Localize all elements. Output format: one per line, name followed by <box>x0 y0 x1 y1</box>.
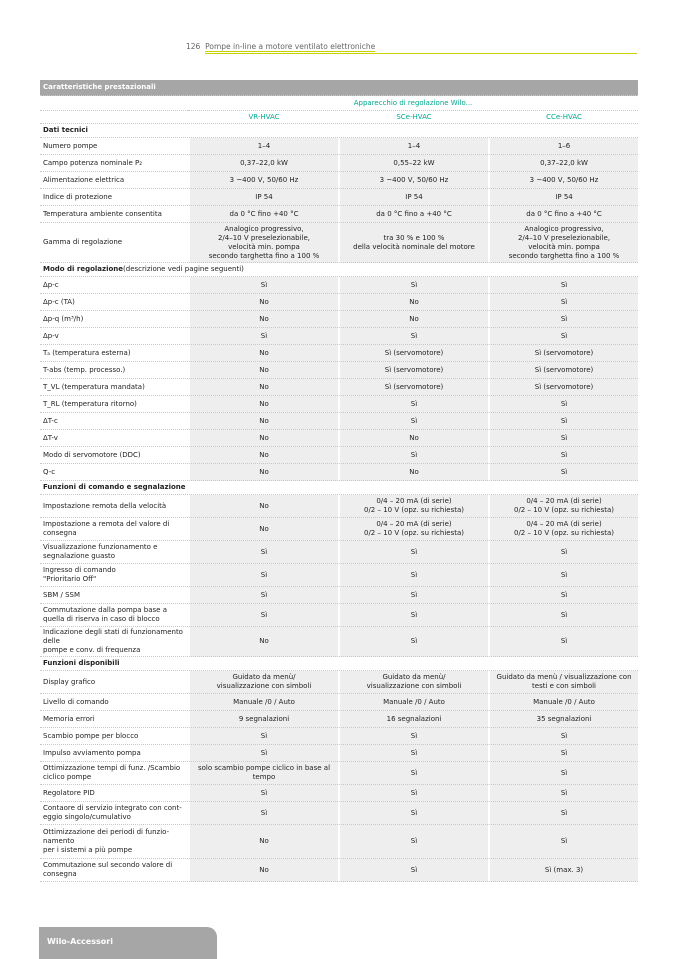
value-cell: tra 30 % e 100 % della velocità nominale del motore <box>338 223 488 263</box>
table-row <box>40 328 638 345</box>
value-cell: Sì <box>338 447 488 464</box>
table-row <box>40 206 638 223</box>
value-cell: IP 54 <box>188 189 338 206</box>
row-label: Scambio pompe per blocco <box>40 728 188 745</box>
column-header-sce-hvac: SCe-HVAC <box>338 111 488 124</box>
value-cell: No <box>188 464 338 481</box>
row-label: Δp-q (m³/h) <box>40 311 188 328</box>
section-title <box>40 124 638 138</box>
value-cell: IP 54 <box>338 189 488 206</box>
value-cell: 0/4 – 20 mA (di serie) 0/2 – 10 V (opz. su richiesta) <box>338 495 488 518</box>
value-cell: Sì <box>488 587 638 604</box>
table-row <box>40 277 638 294</box>
blank-cell <box>40 96 188 111</box>
row-label: Impostazione a remota del valore di consegna <box>40 518 188 541</box>
row-label: SBM / SSM <box>40 587 188 604</box>
table-row <box>40 396 638 413</box>
value-cell: 1–6 <box>488 138 638 155</box>
value-cell: No <box>188 430 338 447</box>
value-cell: Sì <box>338 745 488 762</box>
section-header-row <box>40 124 638 138</box>
table-row <box>40 711 638 728</box>
row-label: Livello di comando <box>40 694 188 711</box>
table-row <box>40 564 638 587</box>
value-cell: Sì <box>488 728 638 745</box>
value-cell: Sì <box>488 745 638 762</box>
row-label: T-abs (temp. processo.) <box>40 362 188 379</box>
value-cell: Sì <box>188 277 338 294</box>
performance-specs-table <box>40 80 638 882</box>
value-cell: Sì <box>338 564 488 587</box>
table-row <box>40 604 638 627</box>
value-cell: 0/4 – 20 mA (di serie) 0/2 – 10 V (opz. su richiesta) <box>488 518 638 541</box>
value-cell: Sì <box>338 859 488 882</box>
value-cell: 0/4 – 20 mA (di serie) 0/2 – 10 V (opz. su richiesta) <box>488 495 638 518</box>
value-cell: Sì <box>338 587 488 604</box>
section-title-note: (descrizione vedi pagine seguenti) <box>123 265 244 273</box>
table-row <box>40 189 638 206</box>
value-cell: Sì <box>338 627 488 657</box>
value-cell: IP 54 <box>488 189 638 206</box>
value-cell: Sì <box>488 396 638 413</box>
value-cell: Sì <box>338 762 488 785</box>
section-header-row <box>40 657 638 671</box>
row-label: Contaore di servizio integrato con cont- eggio singolo/cumulativo <box>40 802 188 825</box>
value-cell: Sì (max. 3) <box>488 859 638 882</box>
row-label: ΔT-c <box>40 413 188 430</box>
value-cell: Analogico progressivo, 2/4–10 V preselezionabile, velocità min. pompa secondo targhetta fino a 100 % <box>188 223 338 263</box>
table-banner: Caratteristiche prestazionali <box>40 80 638 96</box>
row-label: T_VL (temperatura mandata) <box>40 379 188 396</box>
section-title <box>40 263 638 277</box>
value-cell: Sì (servomotore) <box>488 362 638 379</box>
value-cell: Sì (servomotore) <box>488 345 638 362</box>
value-cell: No <box>188 447 338 464</box>
value-cell: No <box>338 430 488 447</box>
value-cell: Sì <box>488 762 638 785</box>
value-cell: 0,37–22,0 kW <box>188 155 338 172</box>
page-number: 126 <box>186 42 201 51</box>
value-cell: No <box>338 311 488 328</box>
row-label: Indice di protezione <box>40 189 188 206</box>
row-label: Indicazione degli stati di funzionamento delle pompe e conv. di frequenza <box>40 627 188 657</box>
value-cell: Analogico progressivo, 2/4–10 V preselezionabile, velocità min. pompa secondo targhetta fino a 100 % <box>488 223 638 263</box>
row-label: Ottimizzazione dei periodi di funzio- namento per i sistemi a più pompe <box>40 825 188 859</box>
table-row <box>40 362 638 379</box>
row-label: Display grafico <box>40 671 188 694</box>
value-cell: Manuale /0 / Auto <box>488 694 638 711</box>
value-cell: Sì <box>488 627 638 657</box>
value-cell: No <box>188 825 338 859</box>
table-row <box>40 671 638 694</box>
value-cell: 3 ~400 V, 50/60 Hz <box>188 172 338 189</box>
value-cell: Sì (servomotore) <box>338 379 488 396</box>
value-cell: No <box>188 518 338 541</box>
value-cell: Sì (servomotore) <box>338 345 488 362</box>
row-label: Ingresso di comando "Prioritario Off" <box>40 564 188 587</box>
table-row <box>40 430 638 447</box>
value-cell: 35 segnalazioni <box>488 711 638 728</box>
row-label: Visualizzazione funzionamento e segnalazione guasto <box>40 541 188 564</box>
table-row <box>40 413 638 430</box>
value-cell: Sì <box>338 728 488 745</box>
value-cell: 0/4 – 20 mA (di serie) 0/2 – 10 V (opz. su richiesta) <box>338 518 488 541</box>
value-cell: Guidato da menù/ visualizzazione con simboli <box>338 671 488 694</box>
value-cell: 16 segnalazioni <box>338 711 488 728</box>
table-banner-row <box>40 80 638 96</box>
table-row <box>40 379 638 396</box>
value-cell: Sì <box>488 464 638 481</box>
section-title-text: Funzioni di comando e segnalazione <box>43 483 186 491</box>
value-cell: Sì <box>338 802 488 825</box>
value-cell: Sì <box>188 541 338 564</box>
value-cell: Sì <box>488 564 638 587</box>
value-cell: No <box>188 379 338 396</box>
section-title <box>40 657 638 671</box>
row-label: Numero pompe <box>40 138 188 155</box>
value-cell: Sì (servomotore) <box>488 379 638 396</box>
value-cell: Sì <box>338 277 488 294</box>
value-cell: No <box>188 345 338 362</box>
table-row <box>40 518 638 541</box>
table-row <box>40 138 638 155</box>
value-cell: 1–4 <box>188 138 338 155</box>
value-cell: Sì <box>338 785 488 802</box>
value-cell: 9 segnalazioni <box>188 711 338 728</box>
value-cell: 0,55–22 kW <box>338 155 488 172</box>
value-cell: Sì <box>188 728 338 745</box>
table-row <box>40 728 638 745</box>
value-cell: No <box>338 464 488 481</box>
row-label: Alimentazione elettrica <box>40 172 188 189</box>
value-cell: Sì <box>338 541 488 564</box>
column-header-cce-hvac: CCe-HVAC <box>488 111 638 124</box>
row-label: Q-c <box>40 464 188 481</box>
row-label: Memoria errori <box>40 711 188 728</box>
header-rule <box>205 53 637 54</box>
row-label: Temperatura ambiente consentita <box>40 206 188 223</box>
table-row <box>40 495 638 518</box>
row-label: Tₐ (temperatura esterna) <box>40 345 188 362</box>
value-cell: Sì <box>188 587 338 604</box>
row-label: Regolatore PID <box>40 785 188 802</box>
value-cell: Sì <box>488 604 638 627</box>
value-cell: No <box>188 859 338 882</box>
section-title-text: Funzioni disponibili <box>43 659 120 667</box>
table-row <box>40 762 638 785</box>
value-cell: Sì <box>488 447 638 464</box>
table-row <box>40 587 638 604</box>
row-label: Campo potenza nominale P₂ <box>40 155 188 172</box>
value-cell: No <box>188 362 338 379</box>
value-cell: Sì <box>188 785 338 802</box>
table-row <box>40 859 638 882</box>
value-cell: Sì <box>338 328 488 345</box>
value-cell: Sì <box>488 430 638 447</box>
value-cell: No <box>338 294 488 311</box>
value-cell: No <box>188 311 338 328</box>
blank-cell <box>40 111 188 124</box>
row-label: T_RL (temperatura ritorno) <box>40 396 188 413</box>
value-cell: No <box>188 396 338 413</box>
table-row <box>40 345 638 362</box>
value-cell: Sì <box>188 328 338 345</box>
value-cell: 3 ~400 V, 50/60 Hz <box>488 172 638 189</box>
section-header-row <box>40 263 638 277</box>
value-cell: Sì (servomotore) <box>338 362 488 379</box>
value-cell: Sì <box>488 328 638 345</box>
row-label: Ottimizzazione tempi di funz. /Scambio ciclico pompe <box>40 762 188 785</box>
footer-tab <box>39 927 217 959</box>
value-cell: Sì <box>488 294 638 311</box>
value-cell: No <box>188 495 338 518</box>
table-row <box>40 294 638 311</box>
footer-label: Wilo-Accessori <box>47 937 113 946</box>
table-row <box>40 223 638 263</box>
value-cell: Guidato da menù/ visualizzazione con simboli <box>188 671 338 694</box>
group-header: Apparecchio di regolazione Wilo... <box>188 96 638 111</box>
value-cell: 3 ~400 V, 50/60 Hz <box>338 172 488 189</box>
value-cell: Sì <box>488 413 638 430</box>
table-row <box>40 447 638 464</box>
value-cell: Guidato da menù / visualizzazione con testi e con simboli <box>488 671 638 694</box>
table-row <box>40 627 638 657</box>
value-cell: Sì <box>488 541 638 564</box>
column-header-row <box>40 111 638 124</box>
value-cell: Sì <box>338 825 488 859</box>
row-label: Gamma di regolazione <box>40 223 188 263</box>
value-cell: Sì <box>188 564 338 587</box>
value-cell: da 0 °C fino a +40 °C <box>488 206 638 223</box>
table-row <box>40 464 638 481</box>
table-row <box>40 785 638 802</box>
value-cell: Sì <box>188 802 338 825</box>
value-cell: da 0 °C fino a +40 °C <box>338 206 488 223</box>
row-label: Commutazione sul secondo valore di consegna <box>40 859 188 882</box>
value-cell: Manuale /0 / Auto <box>188 694 338 711</box>
value-cell: Sì <box>338 413 488 430</box>
row-label: Impostazione remota della velocità <box>40 495 188 518</box>
section-title <box>40 481 638 495</box>
table-row <box>40 694 638 711</box>
row-label: Modo di servomotore (DDC) <box>40 447 188 464</box>
column-header-vr-hvac: VR-HVAC <box>188 111 338 124</box>
table-row <box>40 802 638 825</box>
row-label: Δp-v <box>40 328 188 345</box>
row-label: ΔT-v <box>40 430 188 447</box>
table-row <box>40 541 638 564</box>
value-cell: da 0 °C fino +40 °C <box>188 206 338 223</box>
page-header <box>186 42 375 51</box>
value-cell: Sì <box>488 785 638 802</box>
value-cell: No <box>188 627 338 657</box>
page-header-title: Pompe in-line a motore ventilato elettroniche <box>205 42 376 51</box>
value-cell: Sì <box>488 311 638 328</box>
value-cell: Sì <box>188 604 338 627</box>
value-cell: No <box>188 294 338 311</box>
value-cell: Sì <box>188 745 338 762</box>
value-cell: Sì <box>338 396 488 413</box>
table-row <box>40 311 638 328</box>
value-cell: No <box>188 413 338 430</box>
row-label: Δp-c (TA) <box>40 294 188 311</box>
value-cell: Manuale /0 / Auto <box>338 694 488 711</box>
value-cell: Sì <box>488 802 638 825</box>
value-cell: Sì <box>338 604 488 627</box>
group-header-row <box>40 96 638 111</box>
table-row <box>40 172 638 189</box>
section-title-text: Modo di regolazione <box>43 265 124 273</box>
table-row <box>40 825 638 859</box>
row-label: Impulso avviamento pompa <box>40 745 188 762</box>
value-cell: 0,37–22,0 kW <box>488 155 638 172</box>
value-cell: Sì <box>488 277 638 294</box>
value-cell: solo scambio pompe ciclico in base al tempo <box>188 762 338 785</box>
table-row <box>40 745 638 762</box>
value-cell: Sì <box>488 825 638 859</box>
table-row <box>40 155 638 172</box>
section-title-text: Dati tecnici <box>43 126 88 134</box>
row-label: Δp-c <box>40 277 188 294</box>
section-header-row <box>40 481 638 495</box>
value-cell: 1–4 <box>338 138 488 155</box>
row-label: Commutazione dalla pompa base a quella di riserva in caso di blocco <box>40 604 188 627</box>
